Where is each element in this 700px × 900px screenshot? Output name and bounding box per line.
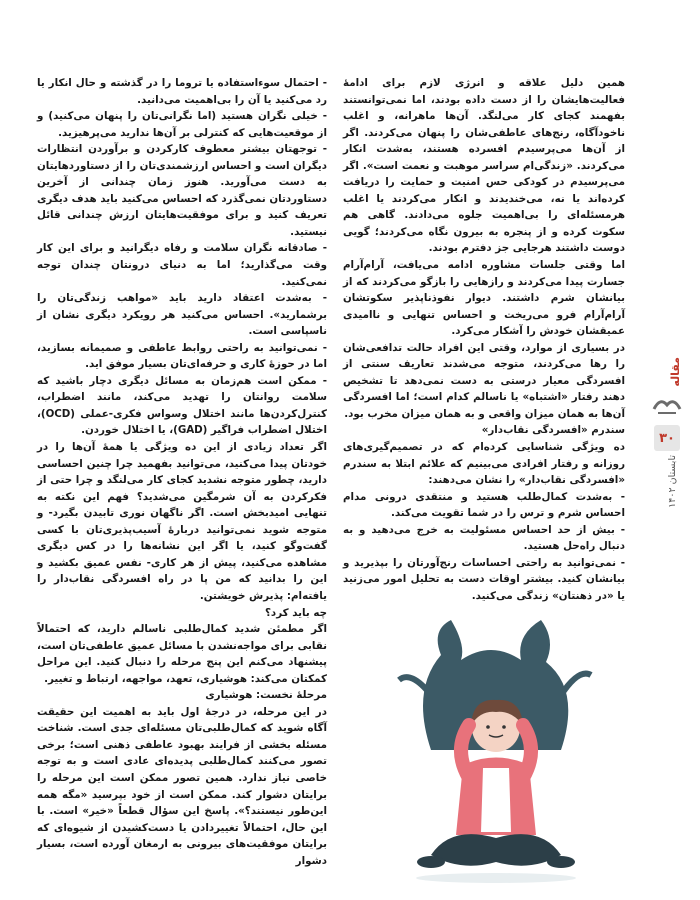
- list-item: - نمی‌توانید به راحتی احساسات رنج‌آورتان را بپذیرید و بیانشان کنید. بیشتر اوقات دست به تحلیل امور می‌زنید یا «در ذهنتان» زندگی می‌کنید.: [343, 556, 625, 602]
- list-item: - احتمال سوءاستفاده یا تروما را در گذشته و حال انکار یا رد می‌کنید یا آن را بی‌اهمیت می‌دانید.: [37, 77, 327, 106]
- list-item: - صادقانه نگران سلامت و رفاه دیگرانید و برای این کار وقت می‌گذارید؛ اما به دنیای درونتان چندان توجه نمی‌کنید.: [37, 242, 327, 288]
- list-item: - بیش از حد احساس مسئولیت به خرج می‌دهید و به دنبال راه‌حل هستید.: [343, 523, 625, 553]
- list-item: - توجهتان بیشتر معطوف کارکردن و برآوردن انتظارات دیگران است و احساس ارزشمندی‌تان را از دستاوردهایتان به دست می‌آورید. هنوز زمان چندانی از آخرین دستاوردتان نمی‌گذرد که احساس می‌کنید باید هدف دیگری تعریف کنید و برای موفقیت‌هایتان ارزش چندانی قائل نیستید.: [37, 143, 327, 238]
- paragraph: در بسیاری از موارد، وقتی این افراد حالت تدافعی‌شان را رها می‌کردند، متوجه می‌شدند تعاریف سنتی از افسردگی معیار درستی به دست نمی‌دهد تا تشخیص دهند رفتار «اشتباه» یا ناسالم کدام است؛ اما افسردگی آن‌ها به همان میزان واقعی و به همان میزان مخرب بود.: [343, 341, 625, 420]
- list-item: - نمی‌توانید به راحتی روابط عاطفی و صمیمانه بسازید، اما در حوزهٔ کاری و حرفه‌ای‌تان بسیار موفق اید.: [37, 341, 327, 371]
- list-item: - به‌شدت کمال‌طلب هستید و منتقدی درونی مدام احساس شرم و ترس را در شما تقویت می‌کند.: [343, 490, 625, 520]
- issue-date: تابستان ۱۴۰۲: [667, 455, 678, 508]
- section-heading: چه باید کرد؟: [264, 606, 327, 619]
- paragraph: اگر مطمئن شدید کمال‌طلبی ناسالم دارید، که احتمالاً نقابی برای مواجه‌نشدن با مسائل عمیق عاطفی‌تان است، پیشنهاد می‌کنم این پنج مرحله را دنبال کنید. این مراحل کمکتان می‌کند: هوشیاری، تعهد، مواجهه، ارتباط و تغییر.: [37, 623, 327, 685]
- page-number: ۳۰: [654, 425, 680, 451]
- list-item: - ممکن است هم‌زمان به مسائل دیگری دچار باشید که سلامت روانتان را تهدید می‌کند، مانند اضطراب، کنترل‌کردن‌ها مانند اختلال وسواس فکری-عملی (OCD)، اختلال اضطراب فراگیر (GAD)، یا اختلال خوردن.: [37, 374, 327, 437]
- paragraph: اگر تعداد زیادی از این ده ویژگی یا همهٔ آن‌ها را در خودتان پیدا می‌کنید، می‌توانید بفهمید چرا چنین احساسی دارید، چطور متوجه نشدید کجای کار می‌لنگد و چرا حتی از فکرکردن به آن شرمگین می‌شدید؟ فهم این نکته به تنهایی امیدبخش است. اگر ناگهان نوری تابیدن بگیرد- و متوجه شوید نمی‌توانید دربارهٔ آسیب‌پذیری‌تان با کسی گفت‌وگو کنید، یا اگر این نشانه‌ها را در کس دیگری مشاهده می‌کنید، پیش از هر کاری- نفس عمیق بکشید و این را بدانید که من پا در راه افسردگی نقاب‌دار را یافته‌ام: پذیرش خویشتن.: [37, 441, 327, 602]
- article-column-right: [343, 75, 625, 605]
- magazine-logo-icon: [652, 395, 682, 417]
- paragraph: همین دلیل علاقه و انرژی لازم برای ادامهٔ فعالیت‌هایشان را از دست داده بودند، اما نمی‌توانستند بفهمند کجای کار می‌لنگد. آن‌ها ماهرانه، و اغلب ناخودآگاه، رنج‌های عاطفی‌شان را پنهان می‌کردند. اگر از آن‌ها می‌پرسیدم افسرده هستند، به‌شدت انکار می‌کردند. «زندگی‌ام سراسر موهبت و نعمت است». اگر می‌پرسیدم در کودکی حس امنیت و حمایت را دریافت کرده‌اند یا نه، می‌خندیدند و انکار می‌کردند یا اغلب هرمسئله‌ای را بی‌اهمیت جلوه می‌دادند. گاهی هم سکوت کرده و از پنجره به بیرون نگاه می‌کردند؛ گویی دوست داشتند هرجایی جز دفترم بودند.: [343, 77, 625, 255]
- page-sidebar: [638, 0, 700, 900]
- anxious-woman-illustration: [391, 600, 601, 885]
- subsection-heading: مرحلهٔ نخست: هوشیاری: [205, 689, 327, 702]
- article-column-left: [37, 75, 327, 869]
- section-category: مقاله: [669, 357, 682, 387]
- paragraph: اما وقتی جلسات مشاوره ادامه می‌یافت، آرام‌آرام جسارت پیدا می‌کردند و رازهایی را بازگو می‌کردند که از بیانشان شرم داشتند. دیوار نفوذناپذیر سکوتشان آرام‌آرام فرو می‌ریخت و احساس تنهایی و ناامیدی عمیقشان خودش را آشکار می‌کرد.: [343, 259, 625, 338]
- list-item: - به‌شدت اعتقاد دارید باید «مواهب زندگی‌تان را برشمارید». احساس می‌کنید هر رویکرد دیگری نشان از ناسپاسی است.: [37, 292, 327, 338]
- paragraph: در این مرحله، در درجهٔ اول باید به اهمیت این حقیقت آگاه شوید که کمال‌طلبی‌تان مسئله‌ای جدی است. شناخت مسئله بخشی از فرایند بهبود عاطفی ذهنی است؛ برخی تصور می‌کنند کمال‌طلبی پدیده‌ای عادی است و به توجه خاصی نیاز ندارد. همین تصور ممکن است این مرحله را برایتان دشوار کند. ممکن است از خود بپرسید «مگه همه این‌طور نیستند؟». پاسخ این سؤال قطعاً «خیر» است. با این حال، احتمالاً تغییردادن یا دست‌کشیدن از شیوه‌ای که برایتان موفقیت‌های بیرونی به ارمغان آورده است، بسیار دشوار: [37, 705, 327, 867]
- paragraph: ده ویژگی شناسایی کرده‌ام که در تصمیم‌گیری‌های روزانه و رفتار افرادی می‌بینیم که علائم ابتلا به سندرم «افسردگی نقاب‌دار» را نشان می‌دهند:: [343, 441, 625, 487]
- section-heading: سندرم «افسردگی نقاب‌دار»: [481, 424, 625, 437]
- list-item: - خیلی نگران هستید (اما نگرانی‌تان را پنهان می‌کنید) و از موقعیت‌هایی که کنترلی بر آن‌ها ندارید می‌پرهیزید.: [37, 110, 327, 139]
